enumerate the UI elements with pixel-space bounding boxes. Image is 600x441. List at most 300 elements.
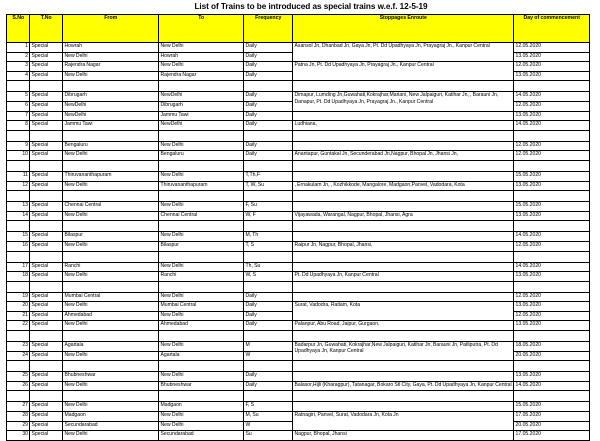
- cell-sno: 2: [7, 52, 30, 62]
- cell-day-of-commencement: 13.05.2020: [514, 302, 590, 312]
- cell-from: Thiruvananthapuram: [63, 171, 159, 181]
- cell-from: New Delhi: [63, 402, 159, 412]
- cell-from: Bengaluru: [63, 141, 159, 151]
- cell-blank: [63, 191, 159, 202]
- cell-day-of-commencement: 12.05.2020: [514, 62, 590, 72]
- trains-table: [6, 14, 590, 441]
- cell-from: New Delhi: [63, 241, 159, 251]
- cell-train-no: Special: [30, 351, 63, 361]
- table-row: [7, 321, 590, 331]
- cell-frequency: Daily: [244, 321, 293, 331]
- cell-train-no: Special: [30, 272, 63, 282]
- cell-blank: [30, 361, 63, 372]
- cell-from: Rajendra Nagar: [63, 62, 159, 72]
- cell-sno: 13: [7, 202, 30, 212]
- cell-frequency: Daily: [244, 141, 293, 151]
- cell-stoppages: Ratnagiri, Panvel, Surat, Vadodara Jn, Kota Jn: [293, 412, 514, 431]
- table-row: [7, 372, 590, 382]
- cell-frequency: W: [244, 421, 293, 431]
- cell-to: New Delhi: [159, 372, 244, 382]
- cell-to: New Delhi: [159, 262, 244, 272]
- cell-stoppages: Vijayawada, Warangal, Nagpur, Bhopal, Jhansi, Agra: [293, 211, 514, 221]
- cell-day-of-commencement: 13.05.2020: [514, 111, 590, 121]
- cell-frequency: W, S: [244, 272, 293, 282]
- cell-train-no: Special: [30, 241, 63, 251]
- cell-stoppages: Asansol Jn, Dhanbad Jn, Gaya Jn, Pt. Dd Upadhyaya Jn, Prayagraj Jn., Kanpur Central: [293, 43, 514, 62]
- cell-to: Bhubneshwar: [159, 381, 244, 391]
- cell-from: New Delhi: [63, 381, 159, 391]
- cell-blank: [514, 391, 590, 402]
- table-row: [7, 431, 590, 441]
- cell-blank: [63, 251, 159, 262]
- cell-blank: [159, 281, 244, 292]
- cell-day-of-commencement: 18.05.2020: [514, 342, 590, 352]
- cell-frequency: W, F: [244, 211, 293, 221]
- cell-blank: [293, 81, 514, 92]
- cell-to: NewDelhi: [159, 92, 244, 102]
- cell-sno: 25: [7, 372, 30, 382]
- cell-to: Ranchi: [159, 272, 244, 282]
- cell-frequency: T,Th,F: [244, 171, 293, 181]
- cell-blank: [63, 160, 159, 171]
- cell-stoppages: [293, 171, 514, 181]
- cell-blank: [514, 281, 590, 292]
- cell-sno: 23: [7, 342, 30, 352]
- cell-stoppages: Nagpur, Bhopal, Jhansi: [293, 431, 514, 441]
- cell-to: Jammu Tawi: [159, 111, 244, 121]
- cell-day-of-commencement: 12.05.2020: [514, 141, 590, 151]
- cell-blank: [7, 251, 30, 262]
- table-row: [7, 412, 590, 422]
- cell-blank: [159, 331, 244, 342]
- cell-from: Howrah: [63, 43, 159, 53]
- cell-to: Madgaon: [159, 402, 244, 412]
- cell-stoppages: Ludhiana,: [293, 121, 514, 131]
- cell-train-no: Special: [30, 181, 63, 191]
- cell-sno: 9: [7, 141, 30, 151]
- cell-sno: 16: [7, 241, 30, 251]
- table-group-separator: [7, 331, 590, 342]
- cell-day-of-commencement: 13.05.2020: [514, 52, 590, 62]
- cell-frequency: Daily: [244, 311, 293, 321]
- cell-stoppages: [293, 372, 514, 382]
- cell-to: Bengaluru: [159, 151, 244, 161]
- cell-train-no: Special: [30, 232, 63, 242]
- cell-blank: [244, 251, 293, 262]
- cell-blank: [7, 331, 30, 342]
- table-row: [7, 402, 590, 412]
- cell-frequency: Daily: [244, 101, 293, 111]
- cell-blank: [159, 251, 244, 262]
- table-group-separator: [7, 251, 590, 262]
- cell-sno: 26: [7, 381, 30, 391]
- cell-blank: [63, 361, 159, 372]
- cell-blank: [514, 81, 590, 92]
- cell-blank: [514, 160, 590, 171]
- cell-sno: 17: [7, 262, 30, 272]
- cell-from: Madgaon: [63, 412, 159, 422]
- cell-frequency: M, Th: [244, 232, 293, 242]
- cell-stoppages: Patna Jn, Pt. Dd Upadhyaya Jn, Prayagraj Jn., Kanpur Central: [293, 62, 514, 81]
- cell-blank: [293, 331, 514, 342]
- cell-from: Bilaspur: [63, 232, 159, 242]
- cell-frequency: Th, Su: [244, 262, 293, 272]
- cell-from: New Delhi: [63, 321, 159, 331]
- cell-blank: [7, 191, 30, 202]
- cell-blank: [244, 281, 293, 292]
- cell-train-no: Special: [30, 92, 63, 102]
- cell-to: New Delhi: [159, 171, 244, 181]
- cell-frequency: Daily: [244, 71, 293, 81]
- page-title: List of Trains to be introduced as special trains w.e.f. 12-5-19: [194, 2, 428, 11]
- cell-to: Rajendra Nagar: [159, 71, 244, 81]
- cell-to: Ahmedabad: [159, 321, 244, 331]
- table-group-separator: [7, 191, 590, 202]
- cell-stoppages: Badarpur Jn, Guwahati, Kokrajhar,New Jalpaiguri, Katihar Jn, Barauni Jn, Patliputra, Pt. Dd Upadhyaya Jn, Kanpur Central: [293, 342, 514, 361]
- cell-day-of-commencement: 12.05.2020: [514, 241, 590, 251]
- cell-from: Ranchi: [63, 262, 159, 272]
- cell-to: Chennai Central: [159, 211, 244, 221]
- cell-sno: 24: [7, 351, 30, 361]
- cell-frequency: Daily: [244, 292, 293, 302]
- cell-from: New Delhi: [63, 272, 159, 282]
- cell-sno: 21: [7, 311, 30, 321]
- cell-to: New Delhi: [159, 232, 244, 242]
- cell-train-no: Special: [30, 52, 63, 62]
- cell-blank: [514, 130, 590, 141]
- table-row: [7, 241, 590, 251]
- cell-train-no: Special: [30, 262, 63, 272]
- cell-blank: [7, 130, 30, 141]
- cell-blank: [30, 160, 63, 171]
- cell-day-of-commencement: 17.05.2020: [514, 431, 590, 441]
- cell-blank: [244, 391, 293, 402]
- cell-day-of-commencement: 14.05.2020: [514, 232, 590, 242]
- cell-blank: [30, 281, 63, 292]
- cell-from: Ahmedabad: [63, 311, 159, 321]
- cell-day-of-commencement: 15.05.2020: [514, 171, 590, 181]
- cell-to: Secundarabad: [159, 431, 244, 441]
- cell-frequency: Daily: [244, 302, 293, 312]
- cell-stoppages: [293, 202, 514, 212]
- cell-day-of-commencement: 15.05.2020: [514, 202, 590, 212]
- cell-stoppages: [293, 402, 514, 412]
- cell-blank: [293, 281, 514, 292]
- cell-blank: [30, 81, 63, 92]
- cell-to: Dibrugarh: [159, 101, 244, 111]
- cell-day-of-commencement: 13.05.2020: [514, 272, 590, 282]
- cell-blank: [244, 331, 293, 342]
- cell-blank: [159, 391, 244, 402]
- cell-frequency: Daily: [244, 62, 293, 72]
- cell-sno: 6: [7, 101, 30, 111]
- cell-to: New Delhi: [159, 421, 244, 431]
- cell-sno: 30: [7, 431, 30, 441]
- cell-frequency: M, Su: [244, 412, 293, 422]
- cell-from: Bhubneshwar: [63, 372, 159, 382]
- cell-frequency: T, W, Su: [244, 181, 293, 191]
- cell-train-no: Special: [30, 121, 63, 131]
- cell-stoppages: Palanpur, Abu Road, Jaipur, Gurgaon,: [293, 321, 514, 331]
- cell-blank: [159, 81, 244, 92]
- cell-train-no: Special: [30, 71, 63, 81]
- table-row: [7, 43, 590, 53]
- column-header-from: From: [63, 15, 159, 43]
- cell-day-of-commencement: 13.05.2020: [514, 211, 590, 221]
- cell-day-of-commencement: 20.05.2020: [514, 351, 590, 361]
- cell-from: Chennai Central: [63, 202, 159, 212]
- cell-frequency: Daily: [244, 121, 293, 131]
- cell-to: New Delhi: [159, 292, 244, 302]
- table-row: [7, 181, 590, 191]
- cell-day-of-commencement: 12.05.2020: [514, 151, 590, 161]
- table-group-separator: [7, 221, 590, 232]
- cell-train-no: Special: [30, 302, 63, 312]
- table-row: [7, 232, 590, 242]
- cell-from: Secundarabad: [63, 421, 159, 431]
- cell-blank: [30, 391, 63, 402]
- cell-blank: [30, 331, 63, 342]
- table-group-separator: [7, 130, 590, 141]
- cell-blank: [7, 281, 30, 292]
- cell-blank: [159, 130, 244, 141]
- cell-frequency: F, Su: [244, 202, 293, 212]
- cell-from: Mumbai Central: [63, 292, 159, 302]
- cell-blank: [159, 191, 244, 202]
- table-group-separator: [7, 361, 590, 372]
- cell-stoppages: [293, 232, 514, 242]
- cell-to: New Delhi: [159, 62, 244, 72]
- cell-sno: 12: [7, 181, 30, 191]
- cell-blank: [63, 130, 159, 141]
- cell-from: New Delhi: [63, 181, 159, 191]
- cell-from: New Delhi: [63, 151, 159, 161]
- cell-sno: 18: [7, 272, 30, 282]
- cell-blank: [7, 391, 30, 402]
- column-header-frequency: Frequency: [244, 15, 293, 43]
- cell-frequency: Daily: [244, 381, 293, 391]
- cell-blank: [293, 391, 514, 402]
- cell-from: New Delhi: [63, 351, 159, 361]
- table-row: [7, 211, 590, 221]
- cell-train-no: Special: [30, 111, 63, 121]
- cell-frequency: T, S: [244, 241, 293, 251]
- cell-train-no: Special: [30, 412, 63, 422]
- cell-day-of-commencement: 14.05.2020: [514, 121, 590, 131]
- cell-frequency: Daily: [244, 43, 293, 53]
- cell-blank: [293, 221, 514, 232]
- cell-sno: 22: [7, 321, 30, 331]
- table-row: [7, 262, 590, 272]
- cell-sno: 19: [7, 292, 30, 302]
- cell-from: New Delhi: [63, 71, 159, 81]
- cell-frequency: F, S: [244, 402, 293, 412]
- cell-blank: [514, 221, 590, 232]
- cell-sno: 20: [7, 302, 30, 312]
- cell-sno: 7: [7, 111, 30, 121]
- cell-to: Howrah: [159, 52, 244, 62]
- cell-frequency: Daily: [244, 111, 293, 121]
- cell-day-of-commencement: 17.05.2020: [514, 412, 590, 422]
- cell-blank: [514, 251, 590, 262]
- table-row: [7, 202, 590, 212]
- cell-blank: [159, 221, 244, 232]
- table-header: [7, 15, 590, 43]
- cell-train-no: Special: [30, 421, 63, 431]
- cell-blank: [244, 81, 293, 92]
- cell-blank: [63, 391, 159, 402]
- cell-blank: [244, 221, 293, 232]
- cell-frequency: Su: [244, 431, 293, 441]
- cell-train-no: Special: [30, 62, 63, 72]
- cell-train-no: Special: [30, 43, 63, 53]
- cell-blank: [7, 81, 30, 92]
- cell-train-no: Special: [30, 101, 63, 111]
- cell-day-of-commencement: 14.05.2020: [514, 262, 590, 272]
- cell-to: New Delhi: [159, 412, 244, 422]
- cell-frequency: Daily: [244, 372, 293, 382]
- cell-blank: [244, 361, 293, 372]
- table-group-separator: [7, 391, 590, 402]
- cell-to: New Delhi: [159, 43, 244, 53]
- cell-to: New Delhi: [159, 202, 244, 212]
- cell-train-no: Special: [30, 202, 63, 212]
- cell-blank: [30, 130, 63, 141]
- cell-sno: 29: [7, 421, 30, 431]
- table-row: [7, 121, 590, 131]
- cell-sno: 15: [7, 232, 30, 242]
- cell-blank: [514, 361, 590, 372]
- cell-sno: 4: [7, 71, 30, 81]
- cell-day-of-commencement: 13.05.2020: [514, 71, 590, 81]
- cell-train-no: Special: [30, 321, 63, 331]
- cell-train-no: Special: [30, 402, 63, 412]
- cell-from: Agartala: [63, 342, 159, 352]
- cell-blank: [159, 361, 244, 372]
- cell-stoppages: Raipur Jn, Nagpur, Bhopal, Jhansi,: [293, 241, 514, 251]
- cell-stoppages: [293, 141, 514, 151]
- cell-sno: 10: [7, 151, 30, 161]
- cell-day-of-commencement: 12.05.2020: [514, 101, 590, 111]
- table-row: [7, 151, 590, 161]
- cell-blank: [244, 191, 293, 202]
- cell-blank: [30, 191, 63, 202]
- cell-stoppages: Anantapur, Guntakal Jn, Secunderabad Jn,Nagpur, Bhopal Jn, Jhansi Jn,: [293, 151, 514, 161]
- cell-blank: [293, 191, 514, 202]
- table-header-row: [7, 15, 590, 43]
- table-row: [7, 92, 590, 102]
- cell-to: New Delhi: [159, 342, 244, 352]
- cell-day-of-commencement: 13.05.2020: [514, 181, 590, 191]
- cell-day-of-commencement: 15.05.2020: [514, 402, 590, 412]
- cell-frequency: Daily: [244, 52, 293, 62]
- cell-from: New Delhi: [63, 302, 159, 312]
- cell-to: Agartala: [159, 351, 244, 361]
- cell-blank: [30, 221, 63, 232]
- cell-from: New Delhi: [63, 431, 159, 441]
- table-row: [7, 111, 590, 121]
- cell-sno: 1: [7, 43, 30, 53]
- cell-frequency: Daily: [244, 92, 293, 102]
- cell-frequency: W: [244, 351, 293, 361]
- table-row: [7, 292, 590, 302]
- cell-from: NewDelhi: [63, 111, 159, 121]
- cell-sno: 8: [7, 121, 30, 131]
- table-row: [7, 171, 590, 181]
- cell-to: New Delhi: [159, 311, 244, 321]
- cell-day-of-commencement: 14.05.2020: [514, 92, 590, 102]
- cell-to: Mumbai Central: [159, 302, 244, 312]
- cell-to: NewDelhi: [159, 121, 244, 131]
- cell-blank: [244, 160, 293, 171]
- cell-day-of-commencement: 12.05.2020: [514, 311, 590, 321]
- cell-day-of-commencement: 14.05.2020: [514, 381, 590, 391]
- column-header-sno: S.No: [7, 15, 30, 43]
- table-row: [7, 62, 590, 72]
- cell-stoppages: Pt. Dd Upadhyaya Jn, Kanpur Central: [293, 272, 514, 282]
- cell-blank: [514, 191, 590, 202]
- cell-frequency: M: [244, 342, 293, 352]
- table-group-separator: [7, 281, 590, 292]
- cell-blank: [244, 130, 293, 141]
- column-header-to: To: [159, 15, 244, 43]
- cell-blank: [7, 361, 30, 372]
- table-row: [7, 381, 590, 391]
- cell-from: NewDelhi: [63, 101, 159, 111]
- cell-from: Dibrugarh: [63, 92, 159, 102]
- cell-sno: 28: [7, 412, 30, 422]
- cell-train-no: Special: [30, 292, 63, 302]
- table-row: [7, 272, 590, 282]
- cell-train-no: Special: [30, 372, 63, 382]
- cell-train-no: Special: [30, 211, 63, 221]
- cell-stoppages: , Ernakulam Jn, , Kozhikkode, Mangalore, Madgaon,Panvel, Vadodara, Kota: [293, 181, 514, 191]
- cell-blank: [293, 130, 514, 141]
- cell-blank: [63, 331, 159, 342]
- cell-sno: 3: [7, 62, 30, 72]
- cell-day-of-commencement: 12.05.2020: [514, 43, 590, 53]
- cell-train-no: Special: [30, 342, 63, 352]
- cell-blank: [30, 251, 63, 262]
- cell-blank: [159, 160, 244, 171]
- cell-from: New Delhi: [63, 211, 159, 221]
- column-header-day-of-commencement: Day of commencement: [514, 15, 590, 43]
- cell-stoppages: [293, 262, 514, 272]
- cell-blank: [293, 361, 514, 372]
- cell-sno: 27: [7, 402, 30, 412]
- table-row: [7, 141, 590, 151]
- table-group-separator: [7, 81, 590, 92]
- column-header-tno: T.No: [30, 15, 63, 43]
- cell-blank: [293, 160, 514, 171]
- table-row: [7, 302, 590, 312]
- cell-day-of-commencement: 20.05.2020: [514, 421, 590, 431]
- cell-sno: 11: [7, 171, 30, 181]
- cell-day-of-commencement: 13.05.2020: [514, 321, 590, 331]
- cell-to: Thiruvananthapuram: [159, 181, 244, 191]
- cell-day-of-commencement: 12.05.2020: [514, 292, 590, 302]
- cell-train-no: Special: [30, 151, 63, 161]
- cell-blank: [63, 221, 159, 232]
- table-body: [7, 43, 590, 441]
- cell-from: Jammu Tawi: [63, 121, 159, 131]
- cell-stoppages: Surat, Vadodra, Ratlam, Kota: [293, 302, 514, 321]
- cell-blank: [63, 281, 159, 292]
- cell-train-no: Special: [30, 171, 63, 181]
- cell-blank: [63, 81, 159, 92]
- cell-blank: [7, 160, 30, 171]
- cell-train-no: Special: [30, 141, 63, 151]
